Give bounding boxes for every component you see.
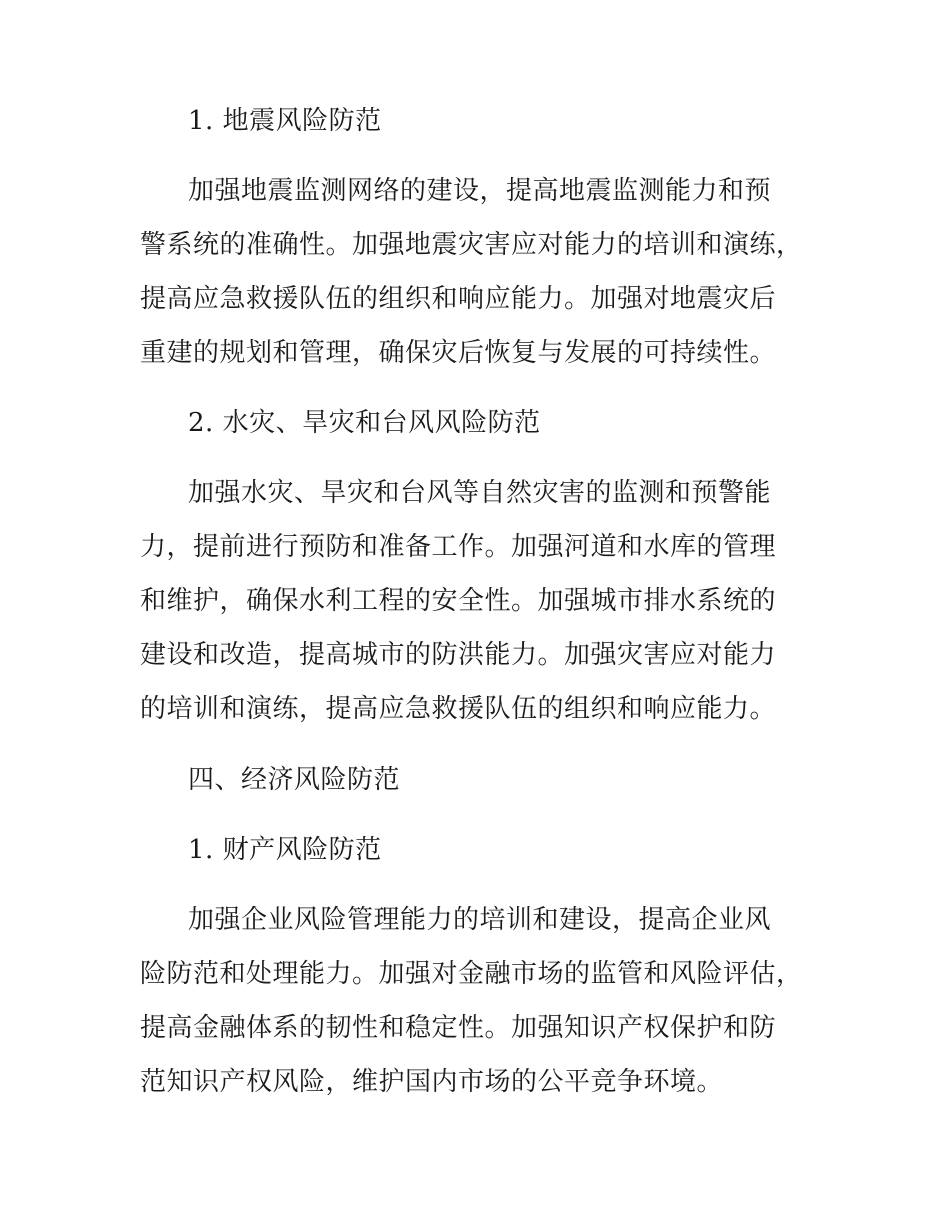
heading-text: 四、经济风险防范	[188, 765, 401, 795]
section-heading-property-risk	[140, 823, 830, 877]
paragraph-line: 提高应急救援队伍的组织和响应能力。加强对地震灾后	[140, 284, 777, 314]
paragraph-earthquake	[140, 164, 830, 380]
paragraph-line: 重建的规划和管理，确保灾后恢复与发展的可持续性。	[140, 338, 777, 368]
heading-text: 1. 地震风险防范	[188, 106, 382, 136]
section-heading-flood-drought-typhoon	[140, 396, 830, 450]
paragraph-line: 加强水灾、旱灾和台风等自然灾害的监测和预警能	[188, 478, 772, 508]
paragraph-line: 警系统的准确性。加强地震灾害应对能力的培训和演练，	[140, 230, 803, 260]
paragraph-property-risk	[140, 893, 830, 1109]
paragraph-line: 加强企业风险管理能力的培训和建设，提高企业风	[188, 905, 772, 935]
paragraph-flood-drought-typhoon	[140, 466, 830, 736]
paragraph-line: 范知识产权风险，维护国内市场的公平竞争环境。	[140, 1067, 724, 1097]
paragraph-line: 和维护，确保水利工程的安全性。加强城市排水系统的	[140, 586, 777, 616]
paragraph-line: 建设和改造，提高城市的防洪能力。加强灾害应对能力	[140, 640, 777, 670]
paragraph-line: 力，提前进行预防和准备工作。加强河道和水库的管理	[140, 532, 777, 562]
section-heading-economic-risk	[140, 753, 830, 807]
heading-text: 2. 水灾、旱灾和台风风险防范	[188, 408, 541, 438]
paragraph-line: 提高金融体系的韧性和稳定性。加强知识产权保护和防	[140, 1013, 777, 1043]
section-heading-earthquake	[140, 94, 830, 148]
heading-text: 1. 财产风险防范	[188, 835, 382, 865]
paragraph-line: 险防范和处理能力。加强对金融市场的监管和风险评估，	[140, 959, 803, 989]
paragraph-line: 的培训和演练，提高应急救援队伍的组织和响应能力。	[140, 694, 777, 724]
paragraph-line: 加强地震监测网络的建设，提高地震监测能力和预	[188, 176, 772, 206]
